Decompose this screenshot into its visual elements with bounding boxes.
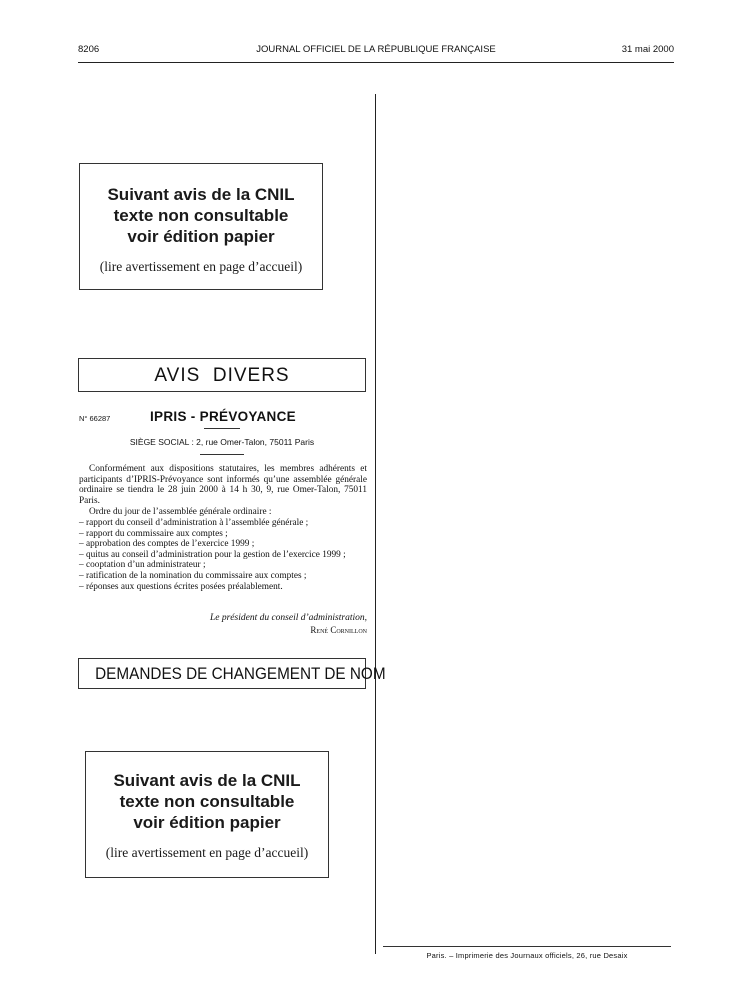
ordre-du-jour-list: [79, 518, 367, 592]
cnil-note: (lire avertissement en page d’accueil): [105, 845, 309, 860]
list-item: – quitus au conseil d’administration pour la gestion de l’exercice 1999 ;: [79, 550, 367, 561]
header-rule: [78, 62, 674, 63]
printer-imprint: Paris. – Imprimerie des Journaux officiels, 26, rue Desaix: [426, 951, 628, 960]
issue-date: 31 mai 2000: [621, 44, 674, 55]
signature-block: [79, 612, 367, 636]
list-item: – ratification de la nomination du commissaire aux comptes ;: [79, 571, 367, 582]
cnil-notice-box-top: [79, 163, 323, 290]
title-underline: [204, 428, 240, 429]
siege-underline: [200, 454, 244, 455]
cnil-line-3: voir édition papier: [127, 227, 275, 246]
list-item: – rapport du commissaire aux comptes ;: [79, 529, 367, 540]
list-item: – cooptation d’un administrateur ;: [79, 560, 367, 571]
section-title-avis-text: AVIS DIVERS: [154, 365, 290, 386]
signature-role: Le président du conseil d’administration,: [209, 613, 367, 623]
cnil-line-1: Suivant avis de la CNIL: [113, 771, 301, 790]
annonce-number: N° 66287: [79, 414, 111, 423]
cnil-notice-box-bottom: [85, 751, 329, 878]
section-title-avis-divers: [78, 358, 366, 392]
annonce-intro: Conformément aux dispositions statutaires, les membres adhérents et participants d’IPRIS-Prévoyance sont informés qu’une assemblée générale ordinaire se tiendra le 28 juin 2000 à 14 h 30, 9, rue Omer-Talon, 75011 Paris.: [79, 464, 367, 506]
cnil-line-1: Suivant avis de la CNIL: [107, 185, 295, 204]
list-item: – rapport du conseil d’administration à l’assemblée générale ;: [79, 518, 367, 529]
footer-rule: [383, 946, 671, 947]
page-number: 8206: [78, 44, 100, 55]
journal-title: JOURNAL OFFICIEL DE LA RÉPUBLIQUE FRANÇAISE: [256, 44, 496, 55]
cnil-line-3: voir édition papier: [133, 813, 281, 832]
section-title-changement-text: DEMANDES DE CHANGEMENT DE NOM: [95, 664, 386, 683]
annonce-title: IPRIS - PRÉVOYANCE: [150, 409, 296, 424]
cnil-note: (lire avertissement en page d’accueil): [99, 259, 303, 274]
list-item: – approbation des comptes de l’exercice 1999 ;: [79, 539, 367, 550]
signature-name: René Cornillon: [310, 625, 367, 635]
siege-social: SIÈGE SOCIAL : 2, rue Omer-Talon, 75011 Paris: [129, 437, 315, 447]
column-divider: [375, 94, 376, 954]
page-header: [78, 44, 674, 58]
cnil-line-2: texte non consultable: [119, 792, 295, 811]
section-title-changement-de-nom: [78, 658, 386, 689]
ordre-du-jour-intro: Ordre du jour de l’assemblée générale ordinaire :: [89, 507, 272, 518]
list-item: – réponses aux questions écrites posées préalablement.: [79, 582, 367, 593]
cnil-line-2: texte non consultable: [113, 206, 289, 225]
annonce-body: [79, 464, 367, 592]
